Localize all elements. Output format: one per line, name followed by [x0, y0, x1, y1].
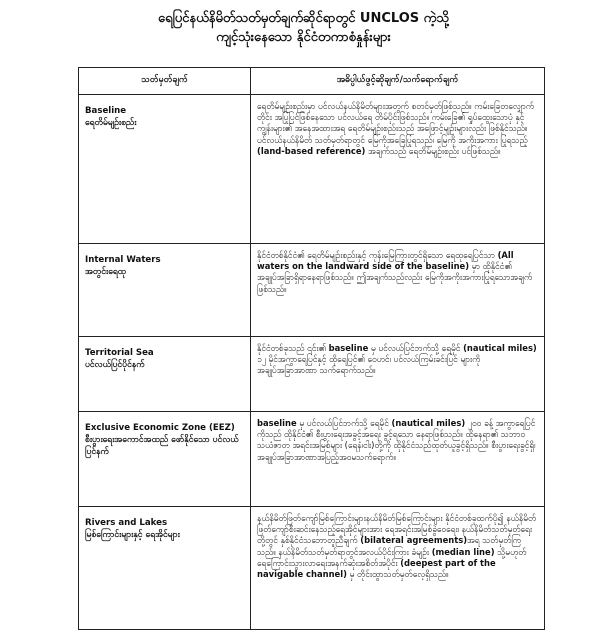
term-burmese: စီးပွားရေးအကောင်အထည် ဖော်နိုင်သော ပင်လယ်ပြင်နက် — [85, 435, 239, 457]
table-row — [79, 95, 545, 244]
term-english: Exclusive Economic Zone (EEZ) — [85, 423, 235, 433]
table-row — [79, 337, 545, 412]
term-burmese: ပင်လယ်ပြင်ပိုင်နက် — [85, 360, 145, 370]
term-cell — [79, 337, 251, 412]
definition-bold-run: (median line) — [431, 546, 495, 557]
term-cell — [79, 507, 251, 630]
table-header-row — [79, 68, 545, 95]
term-english: Rivers and Lakes — [85, 518, 168, 528]
term-english: Territorial Sea — [85, 348, 154, 358]
definition-bold-run: (land-based reference) — [257, 145, 366, 156]
definition-text-run: အချက်သည် ရေတိမ်မျဉ်းစည်း ပင်ဖြစ်သည်။ — [365, 145, 501, 156]
table-row — [79, 412, 545, 507]
definition-bold-run: (nautical miles) — [391, 418, 466, 428]
header-term: သတ်မှတ်ချက် — [79, 68, 251, 95]
standards-table — [78, 67, 545, 630]
definition-text-run: မှ ပင်လယ်ပြင်ဘက်သို့ ရေမိုင် — [296, 418, 392, 428]
term-burmese: ရေတိမ်မျဉ်းစည်း — [85, 118, 137, 128]
header-definition: အဓိပ္ပါယ်ဖွင့်ဆိုချက်/သက်ရောက်ချက် — [251, 68, 545, 95]
definition-text-run: မှာ ထိုနိုင်ငံ၏ အချုပ်အခြာရှိရာနေရာဖြစ်သည်။ ဤအချက်သည်လည်း မြေကိုအကိုးအကားပြုရသောအချက်ဖြစ်သည်။ — [257, 261, 533, 294]
term-english: Internal Waters — [85, 255, 161, 265]
term-burmese: အတွင်းရေထု — [85, 267, 127, 277]
title-line-2: ကျင့်သုံးနေသော နိုင်ငံတကာစံနှုန်းများ — [216, 30, 391, 45]
definition-cell — [251, 95, 545, 244]
title-line-1: ရေပြင်နယ်နိမိတ်သတ်မှတ်ချက်ဆိုင်ရာတွင် UNCLOS ကဲ့သို့ — [158, 11, 449, 26]
definition-text-run: နိုင်ငံတစ်နိုင်ငံ၏ ရေတိမ်မျဉ်းစည်းနှင့် ကုန်းမြေကြားတွင်ရှိသော ရေထုရေပြင်သာ — [257, 250, 498, 260]
term-burmese: မြစ်ကြောင်းများနှင့် ရေအိုင်များ — [85, 530, 180, 540]
definition-text-run: နိုင်ငံတစ်ခုသည် ၎င်း၏ — [257, 343, 329, 353]
definition-text-run: ၁၂ မိုင်အကွာရေပြင်နှင့် ထိုရေပြင်၏ ဝေဟင်၊ ပင်လယ်ကြမ်းခင်းပြင် များကို အချုပ်အခြာအာဏာ သက်ရောက်သည်။ — [257, 354, 481, 376]
definition-text-run: ၂၀၀ ခန့် အကွာရေပြင်ကိုသည် ထိုနိုင်ငံ၏ စီးပွားရေးအခွင့်အရေး ခွင့်ရသော နေရာဖြစ်သည်။ ထိုနေရာ၏ သဘာဝသယံဇာတ အရင်းအမြစ်များ (ရေနံ၊ငါး)တို့ကို ထိုနိုင်ငံသည်ထုတ်ယူခွင့်ရှိသည်။ စီးပွားရေးခွင့်ရှိ၊ အချုပ်အခြာအာဏာအပြည့်အဝမသက်ရောက်။ — [257, 418, 536, 462]
definition-text-run: အရ သတ်မှတ်ကြသည်။ နယ်နိမိတ်သတ်မှတ်ရာတွင်အလယ်ပိုင်းကြား ခံမျဉ်း — [257, 535, 522, 557]
definition-text-run: သို့မဟုတ် ရေကြောင်းသွားလာရေးအနက်ဆုံးအစိတ်အပိုင်း — [257, 546, 527, 568]
definition-bold-run: (nautical miles) — [463, 343, 537, 353]
term-cell — [79, 95, 251, 244]
definition-cell — [251, 412, 545, 507]
definition-text-run: မှ တိုင်းထွာသတ်မှတ်လေ့ရှိသည်။ — [346, 569, 449, 580]
definition-cell — [251, 244, 545, 337]
definition-bold-run: (All waters on the landward side of the baseline) — [257, 250, 514, 272]
table-row — [79, 244, 545, 337]
definition-cell — [251, 337, 545, 412]
term-english: Baseline — [85, 106, 127, 116]
table-row — [79, 507, 545, 630]
definition-bold-run: baseline — [328, 343, 369, 353]
definition-bold-run: baseline — [257, 418, 297, 428]
definition-text-run: မှ ပင်လယ်ပြင်ဘက်သို့ ရေမိုင် — [368, 343, 464, 353]
definition-text-run: နယ်နိမိတ်ဖြတ်ကျော်မြစ်ကြောင်းများနယ်နိမိတ်မြစ်ကြောင်းများ နိုင်ငံတစ်ခုထက်ပို၍ နယ်နိမိတ်ဖြတ်ကျော်စီးဆင်းနေသည့်ရေအိုင်များအား ရေအရင်းအမြစ်ခွဲဝေရေး၊ နယ်နိမိတ်သတ်မှတ်ရေးတို့တွင် နှစ်နိုင်ငံသဘောတူညီချက် — [257, 513, 537, 546]
term-cell — [79, 244, 251, 337]
definition-bold-run: (bilateral agreements) — [360, 535, 468, 546]
definition-bold-run: (deepest part of the navigable channel) — [257, 557, 496, 580]
definition-cell — [251, 507, 545, 630]
term-cell — [79, 412, 251, 507]
definition-text-run: ရေတိမ်မျဉ်းစည်းမှာ ပင်လယ်နယ်နိမိတ်များအတွက် စတင်မှတ်ဖြစ်သည်။ ကမ်းခြေတလျှောက်တိုင်း အပြုပြင်ဖြစ်နေသော ပင်လယ်ရေ တိမ်ပိုင်းဖြစ်သည်။ ကမ်းခြေ၏ ရှုပ်ထွေးသောပုံ နှင့် ကျွန်းများ၏ အနေအထားအရ ရေတိမ်မျဉ်းစည်းသည် အဖြောင့်မျဉ်းများလည်း ဖြစ်နိုင်သည်။ ပင်လယ်နယ်နိမိတ် သတ်မှတ်ရာတွင် မြေကိုအခြေပြုရသည်၊ မြေကို အကိုးအကား ပြုရသည့် — [257, 101, 535, 145]
